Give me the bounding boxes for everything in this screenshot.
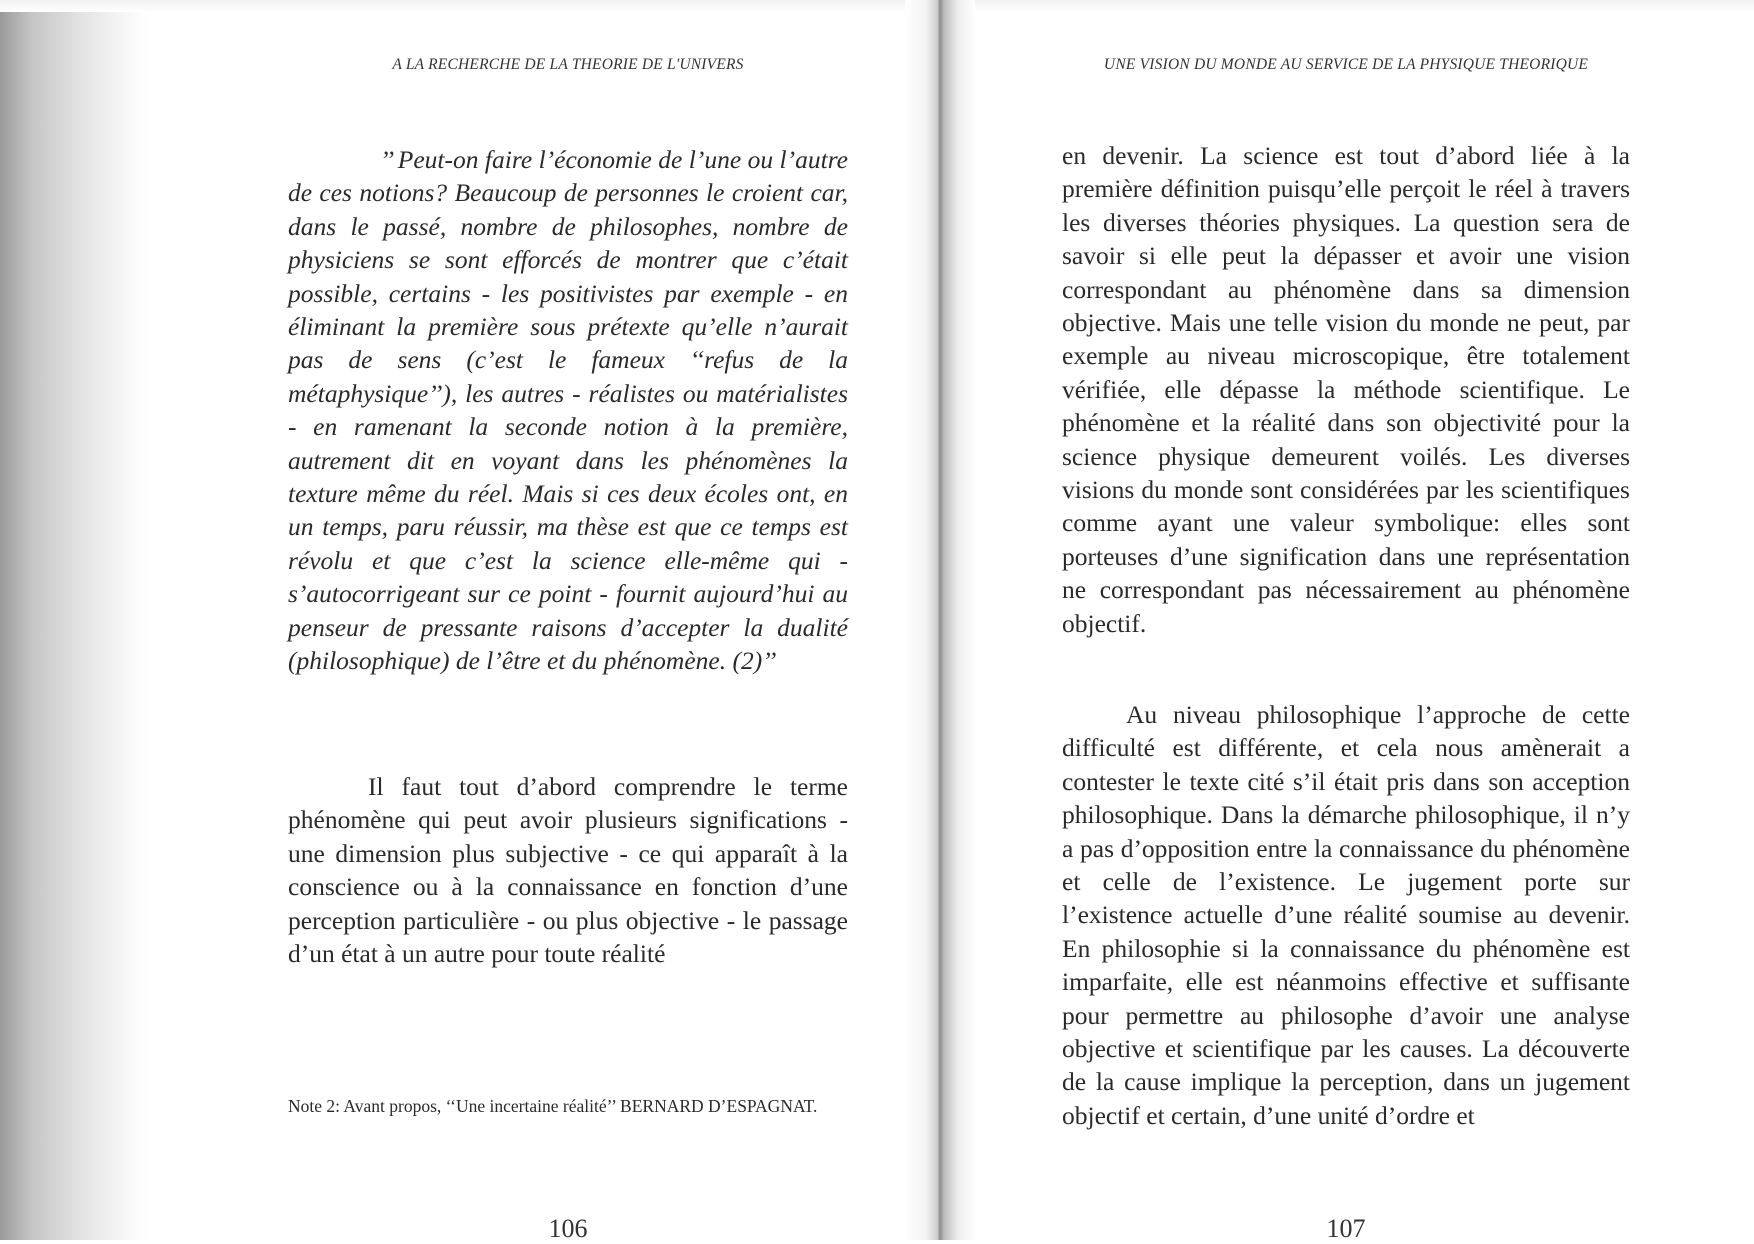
book-gutter: [905, 0, 975, 1240]
left-page-number: 106: [548, 1214, 588, 1243]
right-page-number: 107: [1326, 1214, 1366, 1243]
left-running-head: A LA RECHERCHE DE LA THEORIE DE L'UNIVERS: [392, 56, 744, 73]
quotation-paragraph: ’’ Peut-on faire l’économie de l’une ou l’autre de ces notions? Beaucoup de personnes le croient car, dans le passé, nombre de philosophes, nombre de physiciens se sont efforcés de montrer que c’était possible, certains - les positivistes par exemple - en éliminant la première sous prétexte qu’elle n’aurait pas de sens (c’est le fameux ‘‘refus de la métaphysique’’), les autres - réalistes ou matérialistes - en ramenant la seconde notion à la première, autrement dit en voyant dans les phénomènes la texture même du réel. Mais si ces deux écoles ont, en un temps, paru réussir, ma thèse est que ce temps est révolu et que c’est la science elle-même qui - s’autocorrigeant sur ce point - fournit aujourd’hui au penseur de pressante raisons d’accepter la dualité (philosophique) de l’être et du phénomène. (2)’’: [288, 145, 848, 676]
right-body-paragraph-2: Au niveau philosophique l’approche de cette difficulté est différente, et cela nous amènerait a contester le texte cité s’il était pris dans son acception philosophique. Dans la démarche philosophique, il n’y a pas d’opposition entre la connaissance du phénomène et celle de l’existence. Le jugement porte sur l’existence actuelle d’une réalité soumise au devenir. En philosophie si la connaissance du phénomène est imparfaite, elle est néanmoins effective et suffisante pour permettre au philosophe d’avoir une analyse objective et scientifique par les causes. La découverte de la cause implique la perception, dans un jugement objectif et certain, d’une unité d’ordre et: [1062, 700, 1630, 1130]
scan-edge-shadow: [0, 0, 150, 1240]
right-running-head: UNE VISION DU MONDE AU SERVICE DE LA PHYSIQUE THEORIQUE: [1103, 56, 1589, 73]
right-page: [1062, 0, 1630, 1243]
left-body-paragraph: Il faut tout d’abord comprendre le terme phénomène qui peut avoir plusieurs significations - une dimension plus subjective - ce qui apparaît à la conscience ou à la connaissance en fonction d’une perception particulière - ou plus objective - le passage d’un état à un autre pour toute réalité: [288, 772, 848, 969]
footnote: Note 2: Avant propos, ‘‘Une incertaine réalité’’ BERNARD D’ESPAGNAT.: [288, 1096, 818, 1116]
left-page: [288, 0, 848, 1243]
right-body-paragraph-1: en devenir. La science est tout d’abord liée à la première définition puisqu’elle perçoit le réel à travers les diverses théories physiques. La question sera de savoir si elle peut la dépasser et avoir une vision correspondant au phénomène dans sa dimension objective. Mais une telle vision du monde ne peut, par exemple au niveau microscopique, être totalement vérifiée, elle dépasse la méthode scientifique. Le phénomène et la réalité dans son objectivité pour la science physique demeurent voilés. Les diverses visions du monde sont considérées par les scientifiques comme ayant une valeur symbolique: elles sont porteuses d’une signification dans une représentation ne correspondant pas nécessairement au phénomène objectif.: [1062, 141, 1630, 638]
